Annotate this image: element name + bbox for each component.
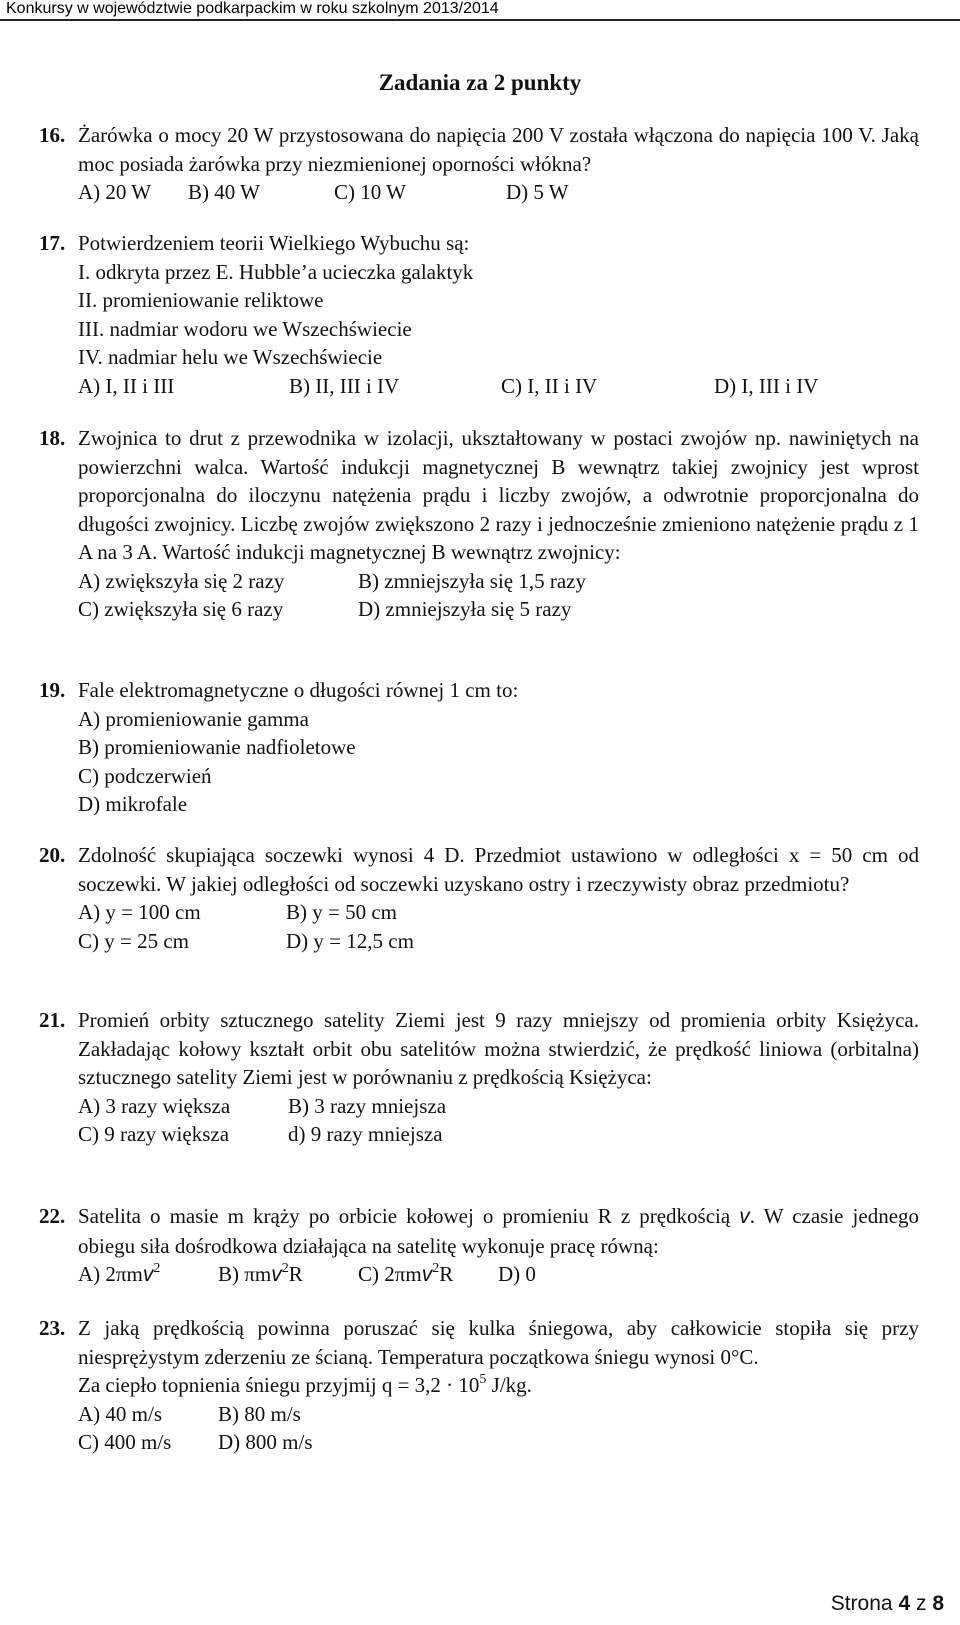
total-pages: 8 <box>932 1592 944 1615</box>
question-23 <box>39 1314 919 1457</box>
question-17 <box>39 229 919 400</box>
page-of: z <box>915 1592 927 1615</box>
answer-options <box>78 898 919 927</box>
exponent: 2 <box>281 1261 289 1276</box>
document-header-bar <box>0 0 960 21</box>
answer-options <box>78 178 919 207</box>
option-d: d) 9 razy mniejsza <box>288 1122 443 1146</box>
option-a <box>78 1260 218 1290</box>
question-20 <box>39 841 919 955</box>
current-page: 4 <box>898 1592 911 1615</box>
answer-options-row-2 <box>78 1120 919 1149</box>
question-text: Promień orbity sztucznego satelity Ziemi jest 9 razy mniejszy od promienia orbity Księżyca. Zakładając kołowy kształt orbit obu satelitów można stwierdzić, że prędkość liniowa (orbitalna) sztucznego satelity Ziemi jest w porównaniu z prędkością Księżyca: <box>78 1008 919 1089</box>
page-label: Strona <box>830 1592 893 1615</box>
option-d: D) 800 m/s <box>218 1430 313 1454</box>
option-a: A) 20 W <box>78 180 152 204</box>
question-number: 16. <box>39 123 66 147</box>
exponent: 5 <box>479 1372 487 1387</box>
question-text: Fale elektromagnetyczne o długości równej 1 cm to: <box>78 678 519 702</box>
option-d: D) zmniejszyła się 5 razy <box>358 597 572 621</box>
option-b <box>218 1260 358 1290</box>
option-b: B) 40 W <box>188 180 260 204</box>
option-c: C) y = 25 cm <box>78 928 189 953</box>
answer-options <box>78 1260 919 1290</box>
question-text: Zwojnica to drut z przewodnika w izolacji, ukształtowany w postaci zwojów np. nawiniętych na powierzchni walca. Wartość indukcji magnetycznej B wewnątrz takiej zwojnicy jest wprost proporcjonalna do iloczynu natężenia prądu i liczby zwojów, a odwrotnie proporcjonalna do długości zwojnicy. Liczbę zwojów zwiększono 2 razy i jednocześnie zmieniono natężenie prądu z 1 A na 3 A. Wartość indukcji magnetycznej B wewnątrz zwojnicy: <box>78 426 919 564</box>
option-b: B) y = 50 cm <box>286 900 397 924</box>
section-title: Zadania za 2 punkty <box>378 70 582 95</box>
option-a: A) 40 m/s <box>78 1401 162 1426</box>
option-a: A) 3 razy większa <box>78 1093 231 1118</box>
question-number: 19. <box>39 678 66 702</box>
question-number: 17. <box>39 231 66 255</box>
option-a: A) promieniowanie gamma <box>78 706 309 731</box>
option-a: A) I, II i III <box>78 373 175 398</box>
option-a: A) zwiększyła się 2 razy <box>78 568 285 593</box>
question-text-part: . W czasie jednego obiegu siła dośrodkowa działająca na satelitę wykonuje pracę równą: <box>78 1204 920 1258</box>
question-19 <box>39 676 919 819</box>
option-b: B) 3 razy mniejsza <box>288 1093 447 1118</box>
option-a: A) y = 100 cm <box>78 900 201 924</box>
exponent: 2 <box>432 1261 440 1276</box>
option-b: B) promieniowanie nadfioletowe <box>78 735 356 759</box>
velocity-symbol: v <box>421 1263 433 1286</box>
option-c: C) 9 razy większa <box>78 1122 230 1146</box>
answer-options-row-2 <box>78 1428 919 1457</box>
option-c: C) 10 W <box>334 180 406 204</box>
option-d: D) 5 W <box>506 180 569 204</box>
question-16 <box>39 121 919 207</box>
question-text: Zdolność skupiająca soczewki wynosi 4 D. Przedmiot ustawiono w odległości x = 50 cm od soczewki. W jakiej odległości od soczewki uzyskano ostry i rzeczywisty obraz przedmiotu? <box>78 843 919 896</box>
question-number: 22. <box>39 1204 66 1228</box>
option-c: C) I, II i IV <box>501 373 598 398</box>
option-c: C) zwiększyła się 6 razy <box>78 597 284 621</box>
question-text-part: Satelita o masie m krąży po orbicie kołowej o promieniu R z prędkością <box>78 1204 731 1228</box>
answer-options <box>78 1400 919 1429</box>
answer-options <box>78 372 919 401</box>
option-c: C) podczerwień <box>78 763 212 788</box>
question-text-part: J/kg. <box>486 1373 532 1397</box>
option-c: C) 400 m/s <box>78 1430 172 1454</box>
statement-item: II. promieniowanie reliktowe <box>78 288 324 312</box>
option-text: R <box>439 1262 454 1286</box>
question-text <box>78 1202 919 1260</box>
document-header-text: Konkursy w województwie podkarpackim w roku szkolnym 2013/2014 <box>6 0 499 17</box>
question-number: 18. <box>39 426 66 450</box>
question-22 <box>39 1202 919 1290</box>
option-b: B) 80 m/s <box>218 1401 301 1426</box>
option-text: C) 2πm <box>358 1262 422 1286</box>
question-text-part: Za ciepło topnienia śniegu przyjmij q = 3,2 · 10 <box>78 1373 480 1397</box>
velocity-symbol: v <box>142 1263 154 1286</box>
option-text: R <box>288 1262 303 1286</box>
option-c <box>358 1260 498 1290</box>
statement-item: IV. nadmiar helu we Wszechświecie <box>78 345 383 369</box>
question-18 <box>39 424 919 624</box>
option-text: A) 2πm <box>78 1262 143 1286</box>
answer-options-row-2 <box>78 595 919 624</box>
question-text: Potwierdzeniem teorii Wielkiego Wybuchu są: <box>78 231 470 255</box>
option-text: B) πm <box>218 1262 272 1286</box>
question-text: Z jaką prędkością powinna poruszać się kulka śniegowa, aby całkowicie stopiła się przy niesprężystym zderzeniu ze ścianą. Temperatura początkowa śniegu wynosi 0°C. <box>78 1316 919 1369</box>
option-d: D) I, III i IV <box>714 373 819 398</box>
answer-options <box>78 567 919 596</box>
option-d: D) mikrofale <box>78 792 188 816</box>
option-b: B) zmniejszyła się 1,5 razy <box>358 568 587 593</box>
question-21 <box>39 1006 919 1149</box>
option-b: B) II, III i IV <box>289 373 400 398</box>
answer-options-row-2 <box>78 927 919 956</box>
exponent: 2 <box>153 1261 161 1276</box>
velocity-symbol: v <box>271 1263 282 1286</box>
question-number: 20. <box>39 843 66 867</box>
question-number: 23. <box>39 1316 66 1340</box>
option-d: D) 0 <box>498 1262 536 1286</box>
statement-item: I. odkryta przez E. Hubble’a ucieczka galaktyk <box>78 259 474 284</box>
velocity-symbol: v <box>739 1205 750 1228</box>
question-number: 21. <box>39 1008 66 1032</box>
question-text-line <box>78 1371 919 1400</box>
option-d: D) y = 12,5 cm <box>286 928 414 953</box>
statement-item: III. nadmiar wodoru we Wszechświecie <box>78 316 412 341</box>
answer-options <box>78 1092 919 1121</box>
page-number-footer <box>831 1592 944 1616</box>
question-text: Żarówka o mocy 20 W przystosowana do napięcia 200 V została włączona do napięcia 100 V. Jaką moc posiada żarówka przy niezmienionej oporności włókna? <box>78 123 919 176</box>
